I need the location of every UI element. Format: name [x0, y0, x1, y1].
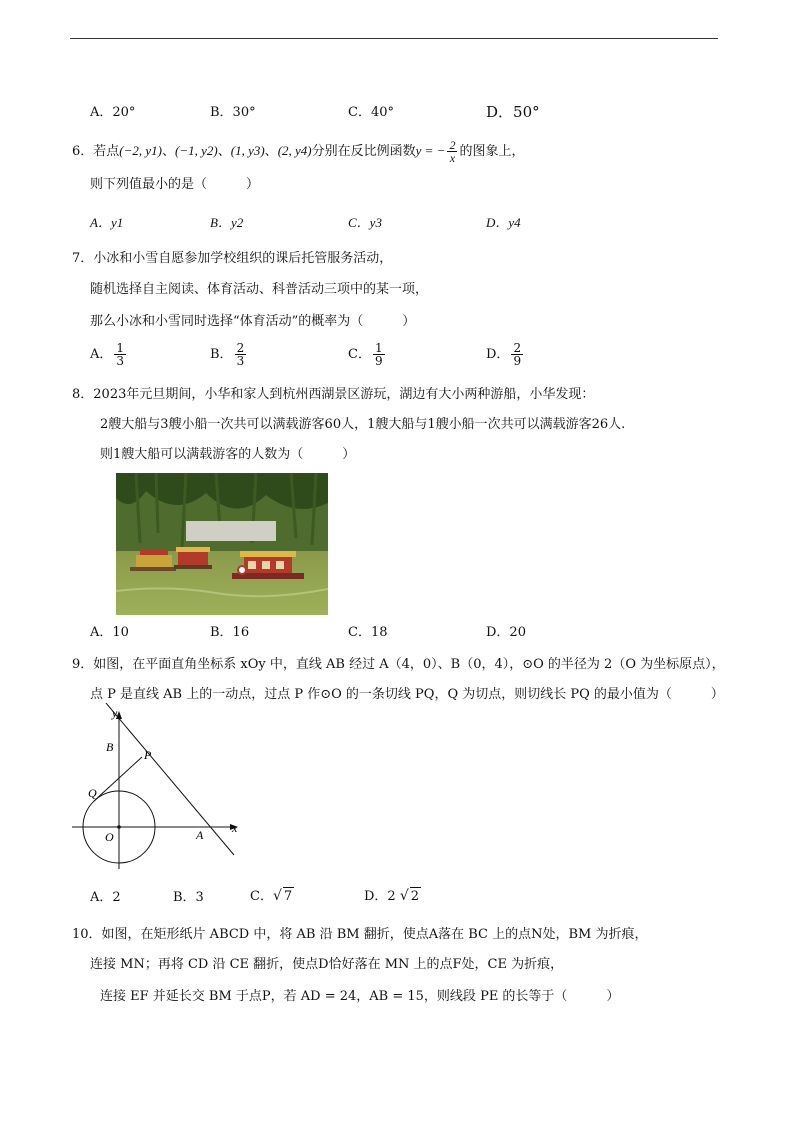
q9-option-d-label: D．2	[364, 889, 396, 904]
q7-option-a-label: A．	[90, 347, 113, 362]
q6-func-den: x	[449, 151, 456, 165]
lake-boat-photo	[116, 473, 328, 615]
q7-option-d-num: 2	[513, 341, 522, 355]
q10-line2: 连接 MN；再将 CD 沿 CE 翻折，使点D恰好落在 MN 上的点F处，CE 为折痕，	[90, 957, 564, 972]
q7-line2: 随机选择自主阅读、体育活动、科普活动三项中的某一项，	[90, 282, 429, 297]
q6-sep: 、	[264, 144, 278, 159]
q7-option-d-fraction	[511, 342, 523, 367]
q7-option-c-label: C．	[348, 347, 371, 362]
q6-suffix: 的图象上，	[459, 144, 525, 159]
q10-line3: 连接 EF 并延长交 BM 于点P，若 AD = 24，AB = 15，则线段 PE 的长等于（ ）	[100, 989, 620, 1004]
q7-line3: 那么小冰和小雪同时选择“体育活动”的概率为（ ）	[90, 314, 416, 329]
q9-option-c	[250, 887, 294, 906]
q6-option-c: C．y3	[348, 215, 382, 230]
label-p: P	[144, 748, 152, 762]
q6-point-4: (2, y4)	[277, 143, 312, 158]
q9-coordinate-diagram	[68, 703, 258, 871]
q6-stem	[72, 138, 524, 165]
q6-sep: 、	[162, 144, 176, 159]
q7-option-b-den: 3	[236, 354, 245, 368]
q9-option-d	[364, 887, 421, 906]
q9-option-c-label: C．	[250, 889, 273, 904]
q7-option-a-fraction	[114, 342, 126, 367]
q7-option-c-num: 1	[374, 341, 383, 355]
q8-option-c: C．18	[348, 625, 388, 640]
q8-option-b: B．16	[210, 625, 250, 640]
q5-option-b: B．30°	[210, 105, 256, 120]
radical-sign: √	[272, 888, 282, 904]
q7-option-b-label: B．	[210, 347, 233, 362]
photo-small-boat-mid	[174, 547, 212, 569]
q6-func-fraction	[447, 139, 457, 164]
q8-line2: 2艘大船与3艘小船一次共可以满载游客60人，1艘大船与1艘小船一次共可以满载游客26人.	[100, 417, 626, 432]
q7-option-b	[210, 340, 248, 370]
q8-line1: 8．2023年元旦期间，小华和家人到杭州西湖景区游玩，湖边有大小两种游船，小华发现：	[72, 387, 595, 402]
q6-option-d: D．y4	[486, 215, 521, 230]
q6-option-a: A．y1	[90, 215, 124, 230]
q6-point-1: (−2, y1)	[119, 143, 162, 158]
q7-option-a-num: 1	[116, 341, 125, 355]
q8-line3: 则1艘大船可以满载游客的人数为（ ）	[100, 447, 356, 462]
origin-point	[117, 825, 121, 829]
label-q: Q	[88, 786, 97, 800]
q5-option-d: D．50°	[486, 103, 540, 121]
q9-option-d-radicand: 2	[410, 889, 420, 904]
label-a: A	[196, 828, 204, 842]
q6-point-3: (1, y3)	[230, 143, 265, 158]
q7-option-d	[486, 340, 525, 370]
q7-option-c-den: 9	[374, 354, 383, 368]
q8-option-a: A．10	[90, 625, 129, 640]
photo-pavilion	[186, 521, 276, 541]
q6-number: 6．	[72, 144, 94, 159]
line-ab	[106, 703, 234, 855]
q9-option-a: A．2	[90, 890, 121, 905]
q6-point-2: (−1, y2)	[175, 143, 218, 158]
q7-option-a	[90, 340, 128, 370]
q7-option-b-fraction	[235, 342, 247, 367]
q7-option-c	[348, 340, 387, 370]
q6-prefix: 若点	[93, 144, 120, 159]
label-y: y	[112, 706, 118, 720]
q7-line1: 7．小冰和小雪自愿参加学校组织的课后托管服务活动，	[72, 251, 393, 266]
q9-line1: 9．如图，在平面直角坐标系 xOy 中，直线 AB 经过 A（4，0）、B（0，4），⊙O 的半径为 2（O 为坐标原点），	[72, 657, 725, 672]
q6-func-lhs: y = −	[415, 143, 446, 158]
q5-option-c: C．40°	[348, 105, 394, 120]
label-o: O	[105, 830, 114, 844]
q9-option-b: B．3	[173, 890, 204, 905]
label-x: x	[232, 821, 238, 835]
q7-option-d-label: D．	[486, 347, 510, 362]
q6-sep: 、	[217, 144, 231, 159]
q6-mid: 分别在反比例函数	[311, 144, 416, 159]
q9-option-c-radicand: 7	[283, 889, 293, 904]
q10-line1: 10．如图，在矩形纸片 ABCD 中，将 AB 沿 BM 翻折，使点A落在 BC 上的点N处，BM 为折痕，	[72, 927, 648, 942]
q8-option-d: D．20	[486, 625, 526, 640]
q6-line2: 则下列值最小的是（ ）	[90, 177, 260, 192]
header-rule	[70, 38, 718, 39]
q7-option-c-fraction	[373, 342, 385, 367]
radical-sign: √	[399, 888, 409, 904]
q9-line2: 点 P 是直线 AB 上的一动点，过点 P 作⊙O 的一条切线 PQ，Q 为切点，则切线长 PQ 的最小值为（ ）	[90, 687, 724, 702]
q6-option-b: B．y2	[210, 215, 244, 230]
label-b: B	[106, 740, 114, 754]
q7-option-d-den: 9	[513, 354, 522, 368]
q6-func-num: 2	[449, 138, 456, 152]
q5-option-a: A．20°	[90, 105, 136, 120]
q7-option-b-num: 2	[236, 341, 245, 355]
q7-option-a-den: 3	[116, 354, 125, 368]
